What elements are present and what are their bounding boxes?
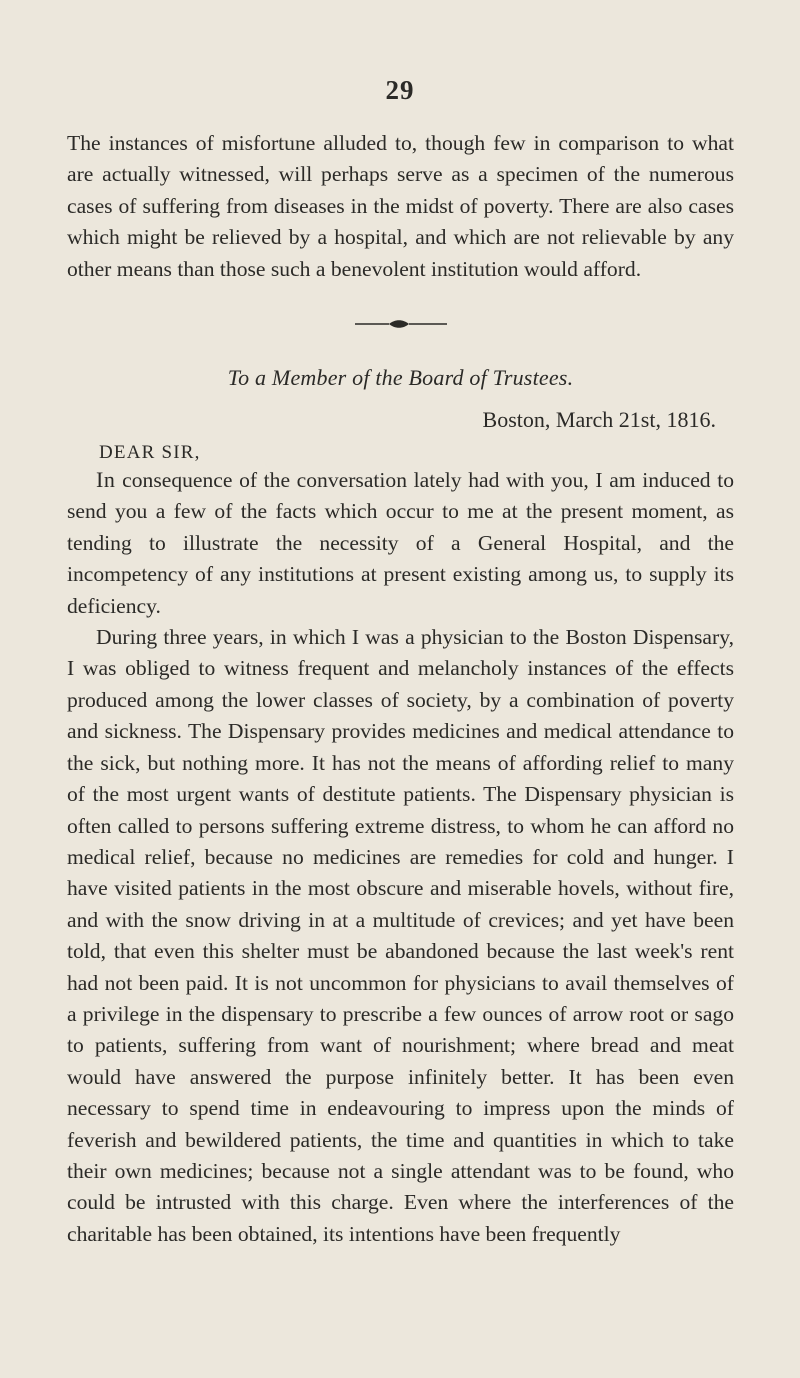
letter-title: To a Member of the Board of Trustees. [227,365,574,391]
letter-paragraph-1-text: consequence of the conversation lately had with you, I am induced to send you a few of the facts which occur to me at the present moment, as tending to illustrate the necessity of a General Hospital, and the incompetency of any institutions at present existing among us, to supply its deficiency. [67,468,734,618]
letter-paragraph-1 [67,464,734,622]
letter-dateline: Boston, March 21st, 1816. [482,407,716,433]
letter-salutation: DEAR SIR, [99,442,201,464]
section-divider-ornament [353,317,449,331]
intro-paragraph: The instances of misfortune alluded to, though few in comparison to what are actually witnessed, will perhaps serve as a specimen of the numerous cases of suffering from diseases in the midst of poverty. There are also cases which might be relieved by a hospital, and which are not relievable by any other means than those such a benevolent institution would afford. [67,131,734,281]
page-number: 29 [385,75,415,105]
paragraph-lead-word: In [96,467,116,493]
letter-paragraph-2: During three years, in which I was a physician to the Boston Dispensary, I was obliged to witness frequent and melancholy instances of the effects produced among the lower classes of society, by a combination of poverty and sickness. The Dispensary provides medicines and medical attendance to the sick, but nothing more. It has not the means of affording relief to many of the most urgent wants of destitute patients. The Dispensary physician is often called to persons suffering extreme distress, to whom he can afford no medical relief, because no medicines are remedies for cold and hunger. I have visited patients in the most obscure and miserable hovels, without fire, and with the snow driving in at a multitude of crevices; and yet have been told, that even this shelter must be abandoned because the last week's rent had not been paid. It is not uncommon for physicians to avail themselves of a privilege in the dispensary to prescribe a few ounces of arrow root or sago to patients, suffering from want of nourishment; where bread and meat would have answered the purpose infinitely better. It has been even necessary to spend time in endeavouring to impress upon the minds of feverish and bewildered patients, the time and quantities in which to take their own medicines; because not a single attendant was to be found, who could be intrusted with this charge. Even where the interferences of the charitable has been obtained, its intentions have been frequently [67,625,734,1246]
